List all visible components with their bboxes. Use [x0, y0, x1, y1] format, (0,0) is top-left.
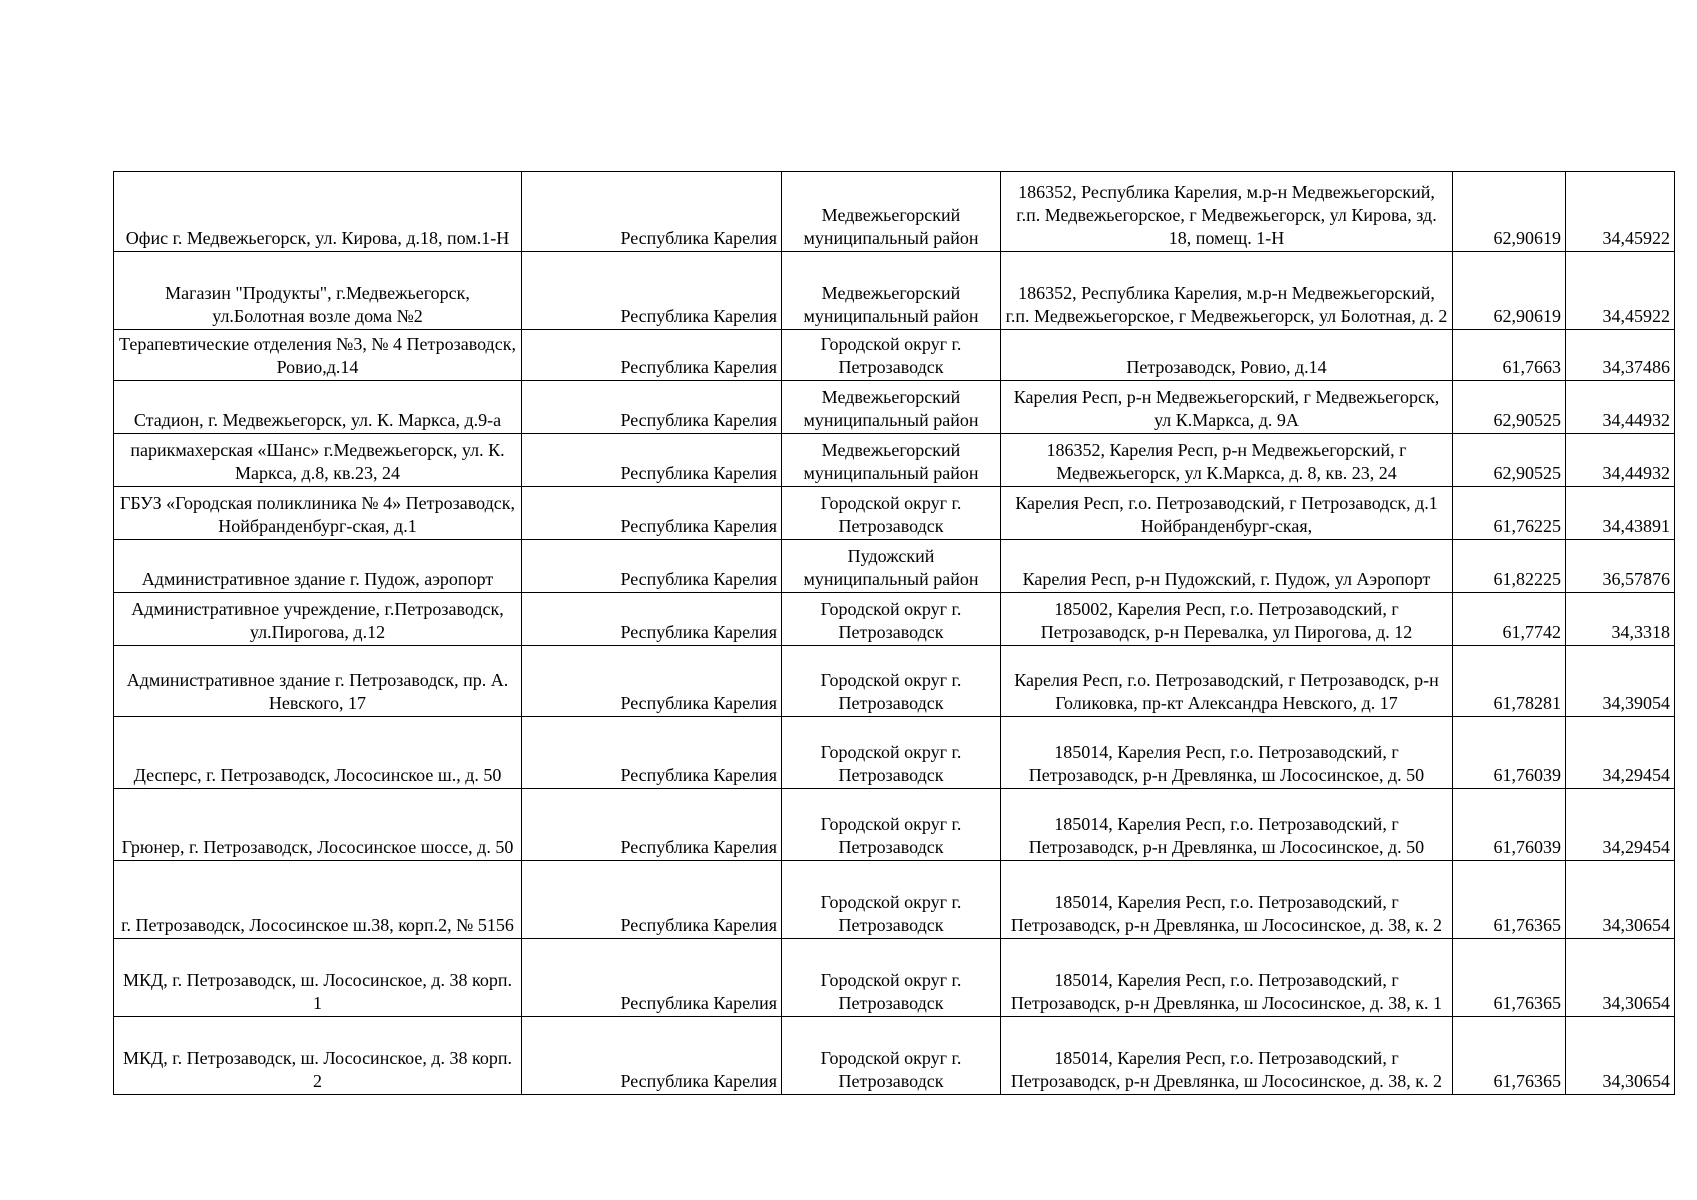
municipality-cell: Городской округ г. Петрозаводск: [782, 646, 1001, 717]
municipality-cell: Городской округ г. Петрозаводск: [782, 861, 1001, 939]
municipality-cell: Городской округ г. Петрозаводск: [782, 717, 1001, 789]
latitude-cell: 61,7663: [1453, 330, 1566, 381]
region-cell: Республика Карелия: [522, 434, 782, 487]
region-cell: Республика Карелия: [522, 1017, 782, 1095]
table-row: [114, 381, 1675, 434]
latitude-cell: 61,78281: [1453, 646, 1566, 717]
region-cell: Республика Карелия: [522, 717, 782, 789]
address-cell: 186352, Карелия Респ, р-н Медвежьегорский, г Медвежьегорск, ул К.Маркса, д. 8, кв. 23, 24: [1001, 434, 1453, 487]
latitude-cell: 62,90525: [1453, 434, 1566, 487]
municipality-cell: Городской округ г. Петрозаводск: [782, 939, 1001, 1017]
longitude-cell: 34,39054: [1566, 646, 1675, 717]
table-body: [114, 172, 1675, 1095]
address-cell: 185014, Карелия Респ, г.о. Петрозаводский, г Петрозаводск, р-н Древлянка, ш Лососинское, д. 38, к. 2: [1001, 1017, 1453, 1095]
longitude-cell: 34,29454: [1566, 789, 1675, 861]
longitude-cell: 34,45922: [1566, 252, 1675, 330]
address-cell: 185014, Карелия Респ, г.о. Петрозаводский, г Петрозаводск, р-н Древлянка, ш Лососинское, д. 50: [1001, 789, 1453, 861]
region-cell: Республика Карелия: [522, 172, 782, 252]
latitude-cell: 61,76039: [1453, 789, 1566, 861]
longitude-cell: 34,30654: [1566, 1017, 1675, 1095]
location-name-cell: парикмахерская «Шанс» г.Медвежьегорск, ул. К. Маркса, д.8, кв.23, 24: [114, 434, 522, 487]
municipality-cell: Медвежьегорский муниципальный район: [782, 381, 1001, 434]
address-cell: Карелия Респ, г.о. Петрозаводский, г Петрозаводск, р-н Голиковка, пр-кт Александра Невского, д. 17: [1001, 646, 1453, 717]
address-cell: Карелия Респ, р-н Медвежьегорский, г Медвежьегорск, ул К.Маркса, д. 9А: [1001, 381, 1453, 434]
table-row: [114, 593, 1675, 646]
region-cell: Республика Карелия: [522, 646, 782, 717]
longitude-cell: 34,37486: [1566, 330, 1675, 381]
table-row: [114, 487, 1675, 540]
address-cell: 185014, Карелия Респ, г.о. Петрозаводский, г Петрозаводск, р-н Древлянка, ш Лососинское, д. 38, к. 1: [1001, 939, 1453, 1017]
latitude-cell: 61,76365: [1453, 861, 1566, 939]
table-row: [114, 1017, 1675, 1095]
latitude-cell: 61,82225: [1453, 540, 1566, 593]
location-name-cell: Терапевтические отделения №3, № 4 Петрозаводск, Ровио,д.14: [114, 330, 522, 381]
municipality-cell: Медвежьегорский муниципальный район: [782, 252, 1001, 330]
address-cell: 186352, Республика Карелия, м.р-н Медвежьегорский, г.п. Медвежьегорское, г Медвежьегорск, ул Болотная, д. 2: [1001, 252, 1453, 330]
location-name-cell: Стадион, г. Медвежьегорск, ул. К. Маркса, д.9-а: [114, 381, 522, 434]
region-cell: Республика Карелия: [522, 789, 782, 861]
longitude-cell: 34,43891: [1566, 487, 1675, 540]
municipality-cell: Медвежьегорский муниципальный район: [782, 172, 1001, 252]
address-cell: Карелия Респ, р-н Пудожский, г. Пудож, ул Аэропорт: [1001, 540, 1453, 593]
municipality-cell: Пудожский муниципальный район: [782, 540, 1001, 593]
municipality-cell: Городской округ г. Петрозаводск: [782, 789, 1001, 861]
region-cell: Республика Карелия: [522, 487, 782, 540]
region-cell: Республика Карелия: [522, 540, 782, 593]
latitude-cell: 61,76365: [1453, 939, 1566, 1017]
location-name-cell: Административное учреждение, г.Петрозаводск, ул.Пирогова, д.12: [114, 593, 522, 646]
municipality-cell: Городской округ г. Петрозаводск: [782, 330, 1001, 381]
location-name-cell: Административное здание г. Пудож, аэропорт: [114, 540, 522, 593]
location-name-cell: Магазин "Продукты", г.Медвежьегорск, ул.Болотная возле дома №2: [114, 252, 522, 330]
location-name-cell: МКД, г. Петрозаводск, ш. Лососинское, д. 38 корп. 1: [114, 939, 522, 1017]
longitude-cell: 34,44932: [1566, 381, 1675, 434]
longitude-cell: 36,57876: [1566, 540, 1675, 593]
address-cell: Карелия Респ, г.о. Петрозаводский, г Петрозаводск, д.1 Нойбранденбург-ская,: [1001, 487, 1453, 540]
municipality-cell: Городской округ г. Петрозаводск: [782, 487, 1001, 540]
longitude-cell: 34,45922: [1566, 172, 1675, 252]
longitude-cell: 34,3318: [1566, 593, 1675, 646]
table-row: [114, 172, 1675, 252]
table-row: [114, 646, 1675, 717]
region-cell: Республика Карелия: [522, 861, 782, 939]
region-cell: Республика Карелия: [522, 593, 782, 646]
latitude-cell: 61,76039: [1453, 717, 1566, 789]
address-cell: 185014, Карелия Респ, г.о. Петрозаводский, г Петрозаводск, р-н Древлянка, ш Лососинское, д. 50: [1001, 717, 1453, 789]
table-row: [114, 861, 1675, 939]
latitude-cell: 61,76365: [1453, 1017, 1566, 1095]
table-row: [114, 717, 1675, 789]
address-cell: 185014, Карелия Респ, г.о. Петрозаводский, г Петрозаводск, р-н Древлянка, ш Лососинское, д. 38, к. 2: [1001, 861, 1453, 939]
table-row: [114, 540, 1675, 593]
table-row: [114, 939, 1675, 1017]
table-row: [114, 252, 1675, 330]
address-cell: Петрозаводск, Ровио, д.14: [1001, 330, 1453, 381]
municipality-cell: Городской округ г. Петрозаводск: [782, 593, 1001, 646]
latitude-cell: 62,90619: [1453, 252, 1566, 330]
region-cell: Республика Карелия: [522, 939, 782, 1017]
municipality-cell: Медвежьегорский муниципальный район: [782, 434, 1001, 487]
municipality-cell: Городской округ г. Петрозаводск: [782, 1017, 1001, 1095]
location-name-cell: Десперс, г. Петрозаводск, Лососинское ш., д. 50: [114, 717, 522, 789]
table-row: [114, 789, 1675, 861]
longitude-cell: 34,44932: [1566, 434, 1675, 487]
longitude-cell: 34,29454: [1566, 717, 1675, 789]
address-cell: 186352, Республика Карелия, м.р-н Медвежьегорский, г.п. Медвежьегорское, г Медвежьегорск, ул Кирова, зд. 18, помещ. 1-Н: [1001, 172, 1453, 252]
location-name-cell: Административное здание г. Петрозаводск, пр. А. Невского, 17: [114, 646, 522, 717]
location-name-cell: Грюнер, г. Петрозаводск, Лососинское шоссе, д. 50: [114, 789, 522, 861]
region-cell: Республика Карелия: [522, 381, 782, 434]
locations-table: [113, 171, 1675, 1095]
address-cell: 185002, Карелия Респ, г.о. Петрозаводский, г Петрозаводск, р-н Перевалка, ул Пирогова, д. 12: [1001, 593, 1453, 646]
region-cell: Республика Карелия: [522, 252, 782, 330]
location-name-cell: МКД, г. Петрозаводск, ш. Лососинское, д. 38 корп. 2: [114, 1017, 522, 1095]
longitude-cell: 34,30654: [1566, 861, 1675, 939]
latitude-cell: 62,90525: [1453, 381, 1566, 434]
latitude-cell: 62,90619: [1453, 172, 1566, 252]
latitude-cell: 61,7742: [1453, 593, 1566, 646]
table-row: [114, 330, 1675, 381]
table-row: [114, 434, 1675, 487]
longitude-cell: 34,30654: [1566, 939, 1675, 1017]
location-name-cell: Офис г. Медвежьегорск, ул. Кирова, д.18, пом.1-Н: [114, 172, 522, 252]
latitude-cell: 61,76225: [1453, 487, 1566, 540]
region-cell: Республика Карелия: [522, 330, 782, 381]
location-name-cell: г. Петрозаводск, Лососинское ш.38, корп.2, № 5156: [114, 861, 522, 939]
location-name-cell: ГБУЗ «Городская поликлиника № 4» Петрозаводск, Нойбранденбург-ская, д.1: [114, 487, 522, 540]
